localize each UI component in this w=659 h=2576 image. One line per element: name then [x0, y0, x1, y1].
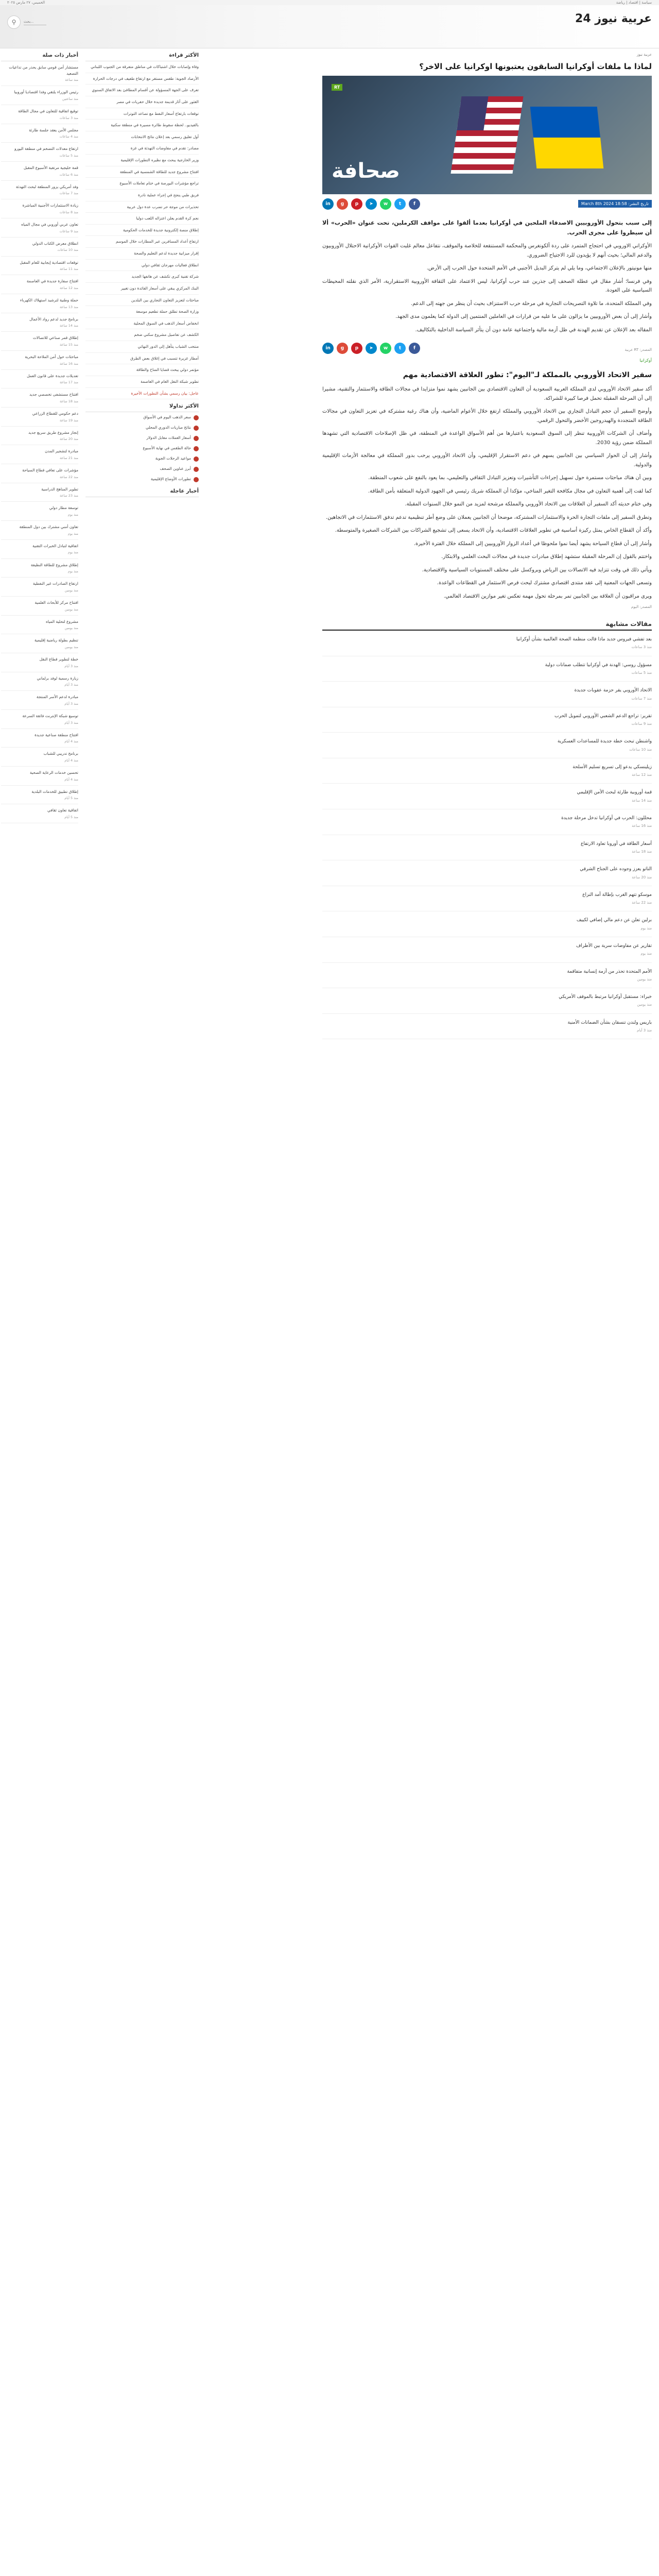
second-paragraph: كما لفت إلى أهمية التعاون في مجال مكافحة التغير المناخي، مؤكدا أن المملكة شريك رئيسي في الجهود الدولية المتعلقة بأمن الطاقة.	[368, 488, 652, 494]
left-sidebar-item-time: منذ 5 أيام	[64, 796, 78, 801]
most-read-item[interactable]: الأرصاد الجوية: طقس مستقر مع ارتفاع طفيف في درجات الحرارة	[85, 73, 199, 85]
left-sidebar-item[interactable]	[1, 143, 78, 162]
most-read-item[interactable]: شركة تقنية كبرى تكشف عن هاتفها الجديد	[85, 271, 199, 283]
second-paragraph: وتسعى الجهات المعنية إلى عقد منتدى اقتصادي مشترك لبحث فرص الاستثمار في القطاعات الواعدة.	[437, 580, 652, 586]
left-sidebar-item[interactable]	[1, 672, 78, 691]
second-paragraph: أكد سفير الاتحاد الأوروبي لدى المملكة العربية السعودية أن التعاون الاقتصادي بين الجانبين يشهد نموا متزايدا في مجالات الطاقة والاستثمار والتقنية، مشيرا إلى أن المرحلة المقبلة تحمل فرصا كبيرة للشراكة.	[322, 386, 652, 401]
share-buttons	[322, 198, 420, 210]
search-icon[interactable]: ⚲	[7, 15, 21, 29]
left-sidebar-item-time: منذ 13 ساعة	[59, 304, 78, 309]
left-sidebar-item-title[interactable]: زيارة رسمية لوفد برلماني	[37, 675, 78, 681]
article-paragraph: الأوكراني الاوروبي في احتجاج المتمرد على ردة ألكونغرس والمحكمة المستنقعة للخلاصة والموقف، نتفاعل معالم غلبت القوات الأوكرانية الاحتلال الأوروبيون والدعم المالي؛ بحيث أنهم لا يؤيدون للرد الاجتياح الضروري.	[322, 243, 652, 258]
related-item[interactable]	[322, 911, 652, 937]
left-sidebar-item-time: منذ 16 ساعة	[59, 361, 78, 366]
us-flag	[450, 96, 523, 174]
left-sidebar-item-time: منذ 6 ساعات	[59, 172, 78, 177]
most-read-item[interactable]: العثور على آثار قديمة جديدة خلال حفريات في مصر	[85, 96, 199, 108]
bullet-icon	[194, 477, 199, 482]
left-sidebar-item[interactable]	[1, 521, 78, 540]
left-sidebar-item[interactable]	[1, 578, 78, 597]
related-item-date: منذ 3 أيام	[637, 1028, 652, 1033]
left-sidebar-item-time: منذ 8 ساعات	[59, 210, 78, 215]
related-item-title[interactable]: باريس ولندن تنسقان بشأن الضمانات الأمنية	[567, 1020, 652, 1025]
left-sidebar-item[interactable]	[1, 483, 78, 502]
related-item[interactable]	[322, 758, 652, 784]
left-sidebar-item-time: منذ 23 ساعة	[59, 494, 78, 498]
left-sidebar-item[interactable]	[1, 61, 78, 86]
left-sidebar-item-title[interactable]: تعاون أمني مشترك بين دول المنطقة	[19, 524, 78, 530]
related-item-title[interactable]: تقارير عن مفاوضات سرية بين الأطراف	[576, 943, 652, 948]
most-read-item[interactable]: إطلاق منصة إلكترونية جديدة للخدمات الحكومية	[85, 225, 199, 236]
article-paragraph: المقاله بعد الإعلان عن تقديم الهدنة في ظل أزمة مالية واجتماعية عامة دون أن يتأثر السياسة الداخلية بالتكاليف.	[415, 327, 652, 333]
left-sidebar-item-title[interactable]: مؤشرات على تعافي قطاع السياحة	[22, 468, 78, 473]
second-paragraph: واختتم بالقول إن المرحلة المقبلة ستشهد إطلاق مبادرات جديدة في مجالات البحث العلمي والابتكار.	[441, 554, 652, 560]
related-item-date: منذ 22 ساعة	[632, 901, 652, 905]
trending-item-label: تطورات الأوضاع الإقليمية	[150, 477, 191, 482]
left-sidebar-item[interactable]	[1, 540, 78, 559]
trending-item-label: مواعيد الرحلات الجوية	[155, 456, 191, 461]
linkedin-icon[interactable]: in	[322, 343, 334, 354]
second-paragraph: وأشار إلى أن قطاع السياحة يشهد أيضا نموا ملحوظا في أعداد الزوار الأوروبيين إلى المملكة خلال الفترة الأخيرة.	[413, 540, 652, 547]
left-sidebar-item-title[interactable]: مباحثات حول أمن الملاحة البحرية	[25, 354, 78, 359]
most-read-item[interactable]: تحذيرات من موجة حر تضرب عدة دول عربية	[85, 201, 199, 213]
left-sidebar-item[interactable]	[1, 786, 78, 805]
trending-item-label: سعر الذهب اليوم في الأسواق	[143, 415, 191, 420]
related-item-title[interactable]: خبراء: مستقبل أوكرانيا مرتبط بالموقف الأمريكي	[559, 994, 652, 1000]
trending-item[interactable]	[85, 412, 199, 422]
most-read-list	[85, 61, 199, 388]
related-item-title[interactable]: الأمم المتحدة تحذر من أزمة إنسانية متفاقمة	[567, 969, 652, 974]
search-input[interactable]	[24, 19, 46, 25]
left-sidebar-item[interactable]	[1, 313, 78, 332]
second-paragraph: وأشار إلى أن الحوار السياسي بين الجانبين يسهم في دعم الاستقرار الإقليمي، وأن الاتحاد الأوروبي يرحب بدور المملكة في معالجة الأزمات الإقليمية والدولية.	[322, 453, 652, 468]
most-read-heading: الأكثر قراءة	[85, 48, 199, 61]
related-item[interactable]	[322, 656, 652, 682]
related-item-title[interactable]: برلين تعلن عن دعم مالي إضافي لكييف	[576, 918, 652, 923]
hero-caption: صحافة	[332, 159, 400, 183]
most-read-item[interactable]: مباحثات لتعزيز التعاون التجاري بين البلدين	[85, 295, 199, 307]
left-sidebar-item-title[interactable]: قمة خليجية مرتقبة الأسبوع المقبل	[23, 165, 78, 171]
bullet-icon	[194, 446, 199, 451]
bullet-icon	[194, 456, 199, 462]
left-sidebar-item-title[interactable]: مبادرة لدعم الأسر المنتجة	[36, 694, 78, 700]
article-paragraph: وفي فرنسا؛ أشار مقال في عطلة الصحف إلى جذرين عند حرب أوكرانيا، ليس الاعتماد على الثقافة الأوروبية الاستقرارية، الأمر الذي نقلته المحيطات السياسية على العودة.	[322, 278, 652, 293]
trending-item-label: حالة الطقس في نهاية الأسبوع	[143, 446, 191, 451]
top-left-text: الخميس، ٢٧ مارس ٢٠٢٥	[7, 1, 45, 5]
most-read-item[interactable]: منتخب الشباب يتأهل إلى الدور النهائي	[85, 341, 199, 353]
left-sidebar-item-title[interactable]: تطوير المناهج الدراسية	[41, 486, 78, 492]
most-read-item[interactable]: مؤتمر دولي يبحث قضايا المناخ والطاقة	[85, 364, 199, 376]
most-read-item[interactable]: توقعات بارتفاع أسعار النفط مع تصاعد التوترات	[85, 108, 199, 120]
left-sidebar-item-time: منذ يومين	[64, 626, 78, 631]
article-tag[interactable]: أوكرانيا	[639, 358, 652, 363]
related-item-date: منذ 20 ساعة	[632, 875, 652, 879]
left-sidebar-item-title[interactable]: انطلاق معرض الكتاب الدولي	[32, 241, 78, 246]
left-sidebar-item-title[interactable]: تعاون عربي أوروبي في مجال المياه	[21, 222, 78, 227]
left-sidebar-item-time: منذ 12 ساعة	[59, 285, 78, 290]
left-sidebar-list	[1, 61, 78, 823]
left-sidebar-item-time: منذ 3 أيام	[64, 720, 78, 725]
most-read-item[interactable]: انخفاض أسعار الذهب في السوق المحلية	[85, 318, 199, 330]
left-sidebar-item-title[interactable]: توسعة مطار دولي	[49, 505, 78, 511]
most-read-item[interactable]: افتتاح مشروع جديد للطاقة الشمسية في المنطقة	[85, 166, 199, 178]
bullet-icon	[194, 467, 199, 472]
trending-item[interactable]	[85, 422, 199, 433]
left-sidebar-item[interactable]	[1, 710, 78, 729]
article-hero-image	[322, 76, 652, 194]
related-item-title[interactable]: الاتحاد الأوروبي يقر حزمة عقوبات جديدة	[574, 688, 652, 693]
left-sidebar-item-time: منذ 10 ساعات	[57, 248, 78, 252]
left-sidebar-item-title[interactable]: ارتفاع الصادرات غير النفطية	[33, 581, 78, 586]
trending-item[interactable]	[85, 453, 199, 464]
breadcrumb[interactable]: عربية نيوز	[636, 53, 652, 57]
trending-item[interactable]	[85, 433, 199, 443]
trending-item-label: أبرز عناوين الصحف	[160, 466, 191, 471]
second-paragraph: وبين أن هناك مباحثات مستمرة حول تسهيل إجراءات التأشيرات وتعزيز التبادل الثقافي والتعليمي، بما يعود بالنفع على شعوب المنطقة.	[368, 475, 652, 481]
left-sidebar-item-title[interactable]: توقعات اقتصادية إيجابية للعام المقبل	[20, 260, 78, 265]
twitter-icon[interactable]: t	[394, 343, 406, 354]
related-item[interactable]	[322, 937, 652, 963]
left-sidebar-item[interactable]	[1, 275, 78, 294]
left-sidebar-item-time: منذ يومين	[64, 588, 78, 592]
left-sidebar-item[interactable]	[1, 294, 78, 313]
related-item-date: منذ يومين	[637, 977, 652, 981]
left-sidebar-item-title[interactable]: تعديلات جديدة على قانون العمل	[27, 373, 78, 378]
left-sidebar-item-title[interactable]: توقيع اتفاقية للتعاون في مجال الطاقة	[18, 109, 78, 113]
left-sidebar-item-time: منذ 3 أيام	[64, 701, 78, 706]
left-sidebar-item-title[interactable]: افتتاح سفارة جديدة في العاصمة	[26, 279, 78, 284]
related-list	[322, 631, 652, 1039]
trending-item[interactable]	[85, 464, 199, 474]
related-heading: مقالات مشابهة	[322, 620, 652, 631]
related-item-date: منذ 7 ساعات	[631, 696, 652, 701]
related-item[interactable]	[322, 886, 652, 912]
left-sidebar-item[interactable]	[1, 559, 78, 578]
related-item-title[interactable]: بعد تفشي فيروس جديد ماذا قالت منظمة الصحة العالمية بشأن أوكرانيا	[516, 637, 652, 642]
trending-item-label: أسعار العملات مقابل الدولار	[146, 435, 191, 440]
left-sidebar-item-time: منذ يوم	[67, 550, 78, 555]
left-sidebar-item[interactable]	[1, 124, 78, 143]
second-paragraph: ويرى مراقبون أن العلاقة بين الجانبين تمر بمرحلة تحول مهمة تعكس تغير موازين الاقتصاد العالمي.	[443, 593, 652, 599]
related-item-date: منذ يوم	[640, 926, 652, 930]
left-sidebar-item-time: منذ 14 ساعة	[59, 324, 78, 328]
left-sidebar-item-title[interactable]: افتتاح منطقة صناعية جديدة	[34, 732, 78, 737]
left-sidebar-item[interactable]	[1, 238, 78, 257]
google-icon[interactable]: g	[337, 198, 348, 210]
article-paragraph: منها مونيتور بالإعلان الاجتماعي، وما يلي لم يتركز البديل الأجنبي في الأمم المتحدة حول الحرب إلى الأرض.	[426, 265, 652, 271]
most-read-item[interactable]: نجم كرة القدم يعلن اعتزاله اللعب دوليا	[85, 213, 199, 225]
second-source: المصدر: اليوم	[631, 605, 652, 609]
article-paragraph: وأشار إلى أن بعض الأوروبيين ما يزالون على ما عليه من قرارات في العاملين المنتمين إلى الدولة كما يعلمون مدى الجهد.	[395, 314, 652, 319]
left-sidebar-item-title[interactable]: افتتاح مستشفى تخصصي جديد	[29, 392, 78, 397]
left-sidebar-item[interactable]	[1, 408, 78, 427]
most-read-item[interactable]: أول تعليق رسمي بعد إعلان نتائج الانتخابات	[85, 131, 199, 143]
ukraine-flag	[530, 107, 604, 168]
left-sidebar-item-title[interactable]: اتفاقية لتبادل الخبرات التقنية	[32, 543, 78, 548]
facebook-icon[interactable]: f	[409, 198, 420, 210]
related-item-title[interactable]: تقرير: تراجع الدعم الشعبي الأوروبي لتمويل الحرب	[554, 713, 652, 719]
left-sidebar-item-time: منذ يوم	[67, 513, 78, 517]
left-sidebar-item-time: منذ 20 ساعة	[59, 437, 78, 442]
second-paragraph: ويأتي ذلك في وقت تتزايد فيه الاتصالات بين الرياض وبروكسل على مختلف المستويات السياسية والاقتصادية.	[422, 567, 652, 573]
left-sidebar-item-title[interactable]: خطة لتطوير قطاع النقل	[39, 656, 78, 662]
twitter-icon[interactable]: t	[394, 198, 406, 210]
related-item[interactable]	[322, 835, 652, 861]
most-read-item[interactable]: وزارة الصحة تطلق حملة تطعيم موسعة	[85, 306, 199, 318]
trending-list	[85, 412, 199, 484]
left-sidebar-item[interactable]	[1, 199, 78, 218]
left-sidebar-item[interactable]	[1, 332, 78, 351]
left-sidebar-item-title[interactable]: ارتفاع معدلات التضخم في منطقة اليورو	[14, 146, 78, 151]
pinterest-icon[interactable]: p	[351, 343, 362, 354]
related-item-date: منذ 5 ساعات	[631, 670, 652, 675]
most-read-item[interactable]: تعرف على الجهة المسؤولة عن أقسام المطافئ بعد الاتفاق السنوي	[85, 84, 199, 96]
bullet-icon	[194, 436, 199, 441]
most-read-item[interactable]: وزير الخارجية يبحث مع نظيره التطورات الإقليمية	[85, 155, 199, 166]
related-item-date: منذ يوم	[640, 952, 652, 956]
left-sidebar-item[interactable]	[1, 502, 78, 521]
related-item[interactable]	[322, 963, 652, 989]
left-sidebar-item[interactable]	[1, 767, 78, 786]
telegram-icon[interactable]: ➤	[366, 343, 377, 354]
left-sidebar-item[interactable]	[1, 464, 78, 483]
second-paragraph: وتطرق السفير إلى ملفات التجارة الحرة والاستثمارات المشتركة، موضحا أن الجانبين يعملان على وضع أطر تنظيمية تدعم تدفق الاستثمارات في الاتجاهين.	[325, 514, 652, 520]
related-item[interactable]	[322, 809, 652, 835]
related-item-date: منذ يومين	[637, 1003, 652, 1007]
related-item-title[interactable]: واشنطن تبحث خطة جديدة للمساعدات العسكرية	[557, 739, 652, 744]
left-sidebar-item-title[interactable]: إنجاز مشروع طريق سريع جديد	[28, 430, 78, 435]
left-sidebar-item-time: منذ 3 ساعات	[59, 115, 78, 120]
left-sidebar-item[interactable]	[1, 351, 78, 370]
article-lead: إلى سبب بتحول الأوروبيين الاصدقاء الملحين في أوكرانيا بعدما ألقوا على مواقف الكرملين، تحت عنوان «الحرب» ألا أن سيطروا على مجرى الحرب.	[322, 219, 652, 236]
left-sidebar-item-time: منذ ساعتين	[62, 96, 78, 101]
whatsapp-icon[interactable]: w	[380, 343, 391, 354]
left-sidebar-item[interactable]	[1, 597, 78, 616]
left-sidebar-item[interactable]	[1, 653, 78, 672]
second-paragraph: وأكد أن القطاع الخاص يمثل ركيزة أساسية في تطوير العلاقات الاقتصادية، وأن الاتحاد يسعى إلى تشجيع الشراكات بين الشركات الصغيرة والمتوسطة.	[335, 528, 652, 533]
related-item[interactable]	[322, 1014, 652, 1040]
left-sidebar-item-time: منذ 5 أيام	[64, 815, 78, 820]
left-sidebar-item-title[interactable]: تحسين خدمات الرعاية الصحية	[29, 770, 78, 775]
trending-heading: الأكثر تداولا	[85, 399, 199, 412]
bullet-icon	[194, 426, 199, 431]
trending-item[interactable]	[85, 474, 199, 484]
left-sidebar-item[interactable]	[1, 86, 78, 105]
left-sidebar-item[interactable]	[1, 427, 78, 446]
left-sidebar-item-title[interactable]: إطلاق قمر صناعي للاتصالات	[32, 335, 78, 341]
left-sidebar-item[interactable]	[1, 634, 78, 653]
left-sidebar-item[interactable]	[1, 181, 78, 200]
left-sidebar-item[interactable]	[1, 105, 78, 124]
most-read-item[interactable]: تراجع مؤشرات البورصة في ختام تعاملات الأسبوع	[85, 178, 199, 190]
related-item-date: منذ 10 ساعات	[629, 747, 652, 752]
left-sidebar-item-title[interactable]: اتفاقية تعاون ثقافي	[47, 808, 78, 813]
most-read-item[interactable]: وفاة وإصابات خلال اشتباكات في مناطق متفرقة من الجنوب اللبناني	[85, 61, 199, 73]
article-title: لماذا ما ملفات أوكرانيا السابقون يعتبونها اوكرانيا على الاخر؟	[419, 62, 652, 71]
rt-logo: RT	[332, 84, 342, 91]
left-sidebar-item-title[interactable]: برنامج تدريبي للشباب	[43, 751, 78, 756]
most-read-item[interactable]: ارتفاع أعداد المسافرين عبر المطارات خلال الموسم	[85, 236, 199, 248]
pinterest-icon[interactable]: p	[351, 198, 362, 210]
left-sidebar-item-title[interactable]: تنظيم بطولة رياضية إقليمية	[34, 638, 78, 643]
most-read-item[interactable]: الكشف عن تفاصيل مشروع سكني ضخم	[85, 329, 199, 341]
left-sidebar-item-title[interactable]: وفد أمريكي يزور المنطقة لبحث التهدئة	[15, 184, 78, 189]
left-sidebar-item[interactable]	[1, 218, 78, 238]
related-item-title[interactable]: مسؤول روسي: الهدنة في أوكرانيا تتطلب ضمانات دولية	[545, 662, 652, 668]
left-sidebar-item-time: منذ يوم	[67, 531, 78, 536]
related-item[interactable]	[322, 988, 652, 1014]
second-article-title[interactable]: سفير الاتحاد الأوروبي بالمملكة لـ"اليوم": تطور العلاقة الاقتصادية مهم	[403, 371, 652, 379]
left-sidebar-item-title[interactable]: رئيس الوزراء يلتقي وفدا اقتصاديا أوروبيا	[14, 90, 78, 95]
left-sidebar-item-time: منذ 3 أيام	[64, 683, 78, 687]
left-sidebar-item-time: منذ 17 ساعة	[59, 380, 78, 385]
related-item-date: منذ 12 ساعة	[632, 773, 652, 777]
share-buttons-bottom	[322, 343, 420, 354]
related-item[interactable]	[322, 784, 652, 809]
breaking-news-item[interactable]: عاجل: بيان رسمي بشأن التطورات الأخيرة	[85, 388, 199, 400]
left-sidebar-item-title[interactable]: توسيع شبكة الإنترنت فائقة السرعة	[22, 714, 78, 718]
left-sidebar-item-time: منذ يومين	[64, 645, 78, 649]
related-item-title[interactable]: أسعار الطاقة في أوروبا تعاود الارتفاع	[581, 841, 652, 846]
left-sidebar-item-time: منذ 7 ساعات	[59, 191, 78, 196]
facebook-icon[interactable]: f	[409, 343, 420, 354]
related-item[interactable]	[322, 682, 652, 707]
search-box	[7, 15, 46, 29]
bullet-icon	[194, 415, 199, 420]
top-strip	[0, 0, 659, 5]
left-sidebar-item[interactable]	[1, 162, 78, 181]
breaking-heading: أخبار عاجلة	[85, 484, 199, 497]
left-sidebar-item-title[interactable]: إطلاق تطبيق للخدمات البلدية	[31, 789, 78, 794]
related-item-date: منذ 9 ساعات	[631, 722, 652, 726]
top-right-text: سياسة | اقتصاد | رياضة	[616, 1, 652, 5]
left-sidebar-item-time: منذ ساعة	[65, 78, 78, 82]
related-item[interactable]	[322, 631, 652, 656]
left-sidebar-item-title[interactable]: افتتاح مركز للأبحاث العلمية	[34, 600, 78, 605]
left-sidebar-item[interactable]	[1, 388, 78, 408]
article-source: المصدر: RT عربية	[625, 348, 652, 352]
left-sidebar-item-title[interactable]: حملة وطنية لترشيد استهلاك الكهرباء	[20, 297, 78, 302]
site-logo[interactable]: عربية نيوز 24	[575, 12, 652, 25]
most-read-item[interactable]: إقرار ميزانية جديدة لدعم التعليم والصحة	[85, 248, 199, 260]
left-sidebar-item[interactable]	[1, 445, 78, 464]
left-sidebar-item-time: منذ 19 ساعة	[59, 418, 78, 422]
left-sidebar-item-title[interactable]: إطلاق مشروع للطاقة النظيفة	[30, 562, 78, 567]
linkedin-icon[interactable]: in	[322, 198, 334, 210]
most-read-item[interactable]: تطوير شبكة النقل العام في العاصمة	[85, 376, 199, 388]
left-sidebar-item-title[interactable]: دعم حكومي للقطاع الزراعي	[32, 411, 78, 416]
google-icon[interactable]: g	[337, 343, 348, 354]
left-sidebar-item-title[interactable]: مبادرة لتشجير المدن	[45, 449, 78, 454]
left-sidebar-item-title[interactable]: مشروع لتحلية المياه	[45, 619, 78, 624]
left-sidebar-item-time: منذ يوم	[67, 569, 78, 574]
trending-item[interactable]	[85, 443, 199, 453]
left-sidebar-item-time: منذ 18 ساعة	[59, 399, 78, 403]
whatsapp-icon[interactable]: w	[380, 198, 391, 210]
left-sidebar-item[interactable]	[1, 257, 78, 276]
trending-item-label: نتائج مباريات الدوري المحلي	[145, 425, 191, 430]
left-sidebar	[1, 48, 78, 823]
related-item-date: منذ 3 ساعات	[631, 645, 652, 650]
left-sidebar-item-time: منذ 4 أيام	[64, 777, 78, 782]
left-sidebar-item-title[interactable]: مستشار أمن قومي سابق يحذر من تداعيات التصعيد	[9, 65, 78, 76]
dateline	[322, 194, 652, 214]
main-column	[322, 48, 652, 1039]
left-sidebar-item-time: منذ يومين	[64, 607, 78, 612]
left-sidebar-item-time: منذ 4 أيام	[64, 739, 78, 744]
publish-date: تاريخ النشر: 18:58 2024 March 8th	[578, 200, 652, 208]
left-sidebar-item-time: منذ 3 أيام	[64, 664, 78, 668]
second-paragraph: وأوضح السفير أن حجم التبادل التجاري بين الاتحاد الأوروبي والمملكة ارتفع خلال الأعوام الماضية، وأن هناك رغبة مشتركة في تعزيز التعاون في مجالات الطاقة المتجددة والهيدروجين الأخضر والتحول الرقمي.	[322, 409, 652, 423]
most-read-item[interactable]: بالفيديو.. لحظة سقوط طائرة مسيرة في منطقة سكنية	[85, 120, 199, 131]
related-item-date: منذ 16 ساعة	[632, 824, 652, 828]
left-sidebar-item-time: منذ 4 ساعات	[59, 134, 78, 139]
related-item-title[interactable]: موسكو تتهم الغرب بإطالة أمد النزاع	[582, 892, 652, 897]
related-item-title[interactable]: محللون: الحرب في أوكرانيا تدخل مرحلة جديدة	[561, 816, 652, 821]
left-sidebar-item-time: منذ 4 أيام	[64, 758, 78, 762]
left-sidebar-item-time: منذ 21 ساعة	[59, 456, 78, 460]
share-row-bottom	[322, 338, 652, 358]
left-sidebar-item[interactable]	[1, 804, 78, 823]
left-sidebar-item-title[interactable]: زيادة الاستثمارات الأجنبية المباشرة	[22, 203, 78, 208]
most-read-item[interactable]: البنك المركزي يبقي على أسعار الفائدة دون تغيير	[85, 283, 199, 295]
second-paragraph: وفي ختام حديثه أكد السفير أن العلاقات بين الاتحاد الأوروبي والمملكة مرشحة لمزيد من النمو خلال السنوات المقبلة.	[405, 501, 652, 507]
telegram-icon[interactable]: ➤	[366, 198, 377, 210]
second-paragraph: وأضاف أن الشركات الأوروبية تنظر إلى السوق السعودية باعتبارها من أهم الأسواق الواعدة في المنطقة، في ظل الإصلاحات الاقتصادية التي تشهدها المملكة ضمن رؤية 2030.	[322, 431, 652, 446]
left-sidebar-item-title[interactable]: مجلس الأمن يعقد جلسة طارئة	[29, 127, 78, 132]
left-sidebar-item-time: منذ 15 ساعة	[59, 342, 78, 347]
related-item-title[interactable]: زيلينسكي يدعو إلى تسريع تسليم الأسلحة	[573, 764, 652, 770]
left-sidebar-item[interactable]	[1, 691, 78, 710]
left-sidebar-item-time: منذ 22 ساعة	[59, 474, 78, 479]
related-item-title[interactable]: قمة أوروبية طارئة لبحث الأمن الإقليمي	[577, 790, 652, 795]
related-item[interactable]	[322, 707, 652, 733]
related-item[interactable]	[322, 733, 652, 758]
related-item-date: منذ 18 ساعة	[632, 850, 652, 854]
left-sidebar-heading: أخبار ذات صلة	[1, 48, 78, 61]
middle-column	[85, 48, 199, 497]
most-read-item[interactable]: مصادر: تقدم في مفاوضات التهدئة في غزة	[85, 143, 199, 155]
left-sidebar-item[interactable]	[1, 729, 78, 748]
left-sidebar-item-time: منذ 11 ساعة	[59, 267, 78, 272]
left-sidebar-item-title[interactable]: برنامج جديد لدعم رواد الأعمال	[29, 316, 78, 321]
left-sidebar-item[interactable]	[1, 748, 78, 767]
left-sidebar-item-time: منذ 9 ساعات	[59, 229, 78, 233]
left-sidebar-item[interactable]	[1, 616, 78, 635]
related-item-date: منذ 14 ساعة	[632, 798, 652, 803]
most-read-item[interactable]: فريق طبي ينجح في إجراء عملية نادرة	[85, 190, 199, 201]
left-sidebar-item[interactable]	[1, 370, 78, 389]
related-item-title[interactable]: الناتو يعزز وجوده على الجناح الشرقي	[580, 867, 652, 872]
most-read-item[interactable]: أمطار غزيرة تتسبب في إغلاق بعض الطرق	[85, 353, 199, 365]
related-item[interactable]	[322, 860, 652, 886]
site-header	[0, 5, 659, 48]
left-sidebar-item-time: منذ 5 ساعات	[59, 154, 78, 158]
article-paragraph: وفي المملكة المتحدة، ما تلاوة التصريحات التجارية في مرحلة حرب الاستنزاف بحيث أن ينظر من جهته إلى الدعم.	[410, 300, 652, 307]
most-read-item[interactable]: انطلاق فعاليات مهرجان ثقافي دولي	[85, 260, 199, 272]
